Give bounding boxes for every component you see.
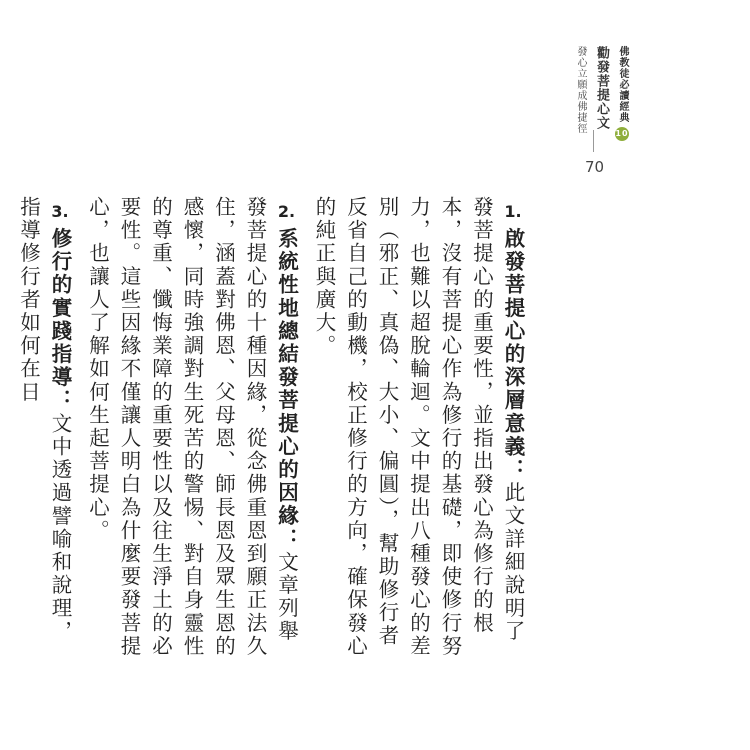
section-1 xyxy=(308,196,529,666)
running-header xyxy=(573,46,630,141)
series-number-badge: 10 xyxy=(615,127,629,141)
section-number: 3. xyxy=(51,202,69,221)
series-title xyxy=(615,46,630,141)
section-heading: 修行的實踐指導： xyxy=(48,227,72,413)
section-number: 2. xyxy=(277,202,296,221)
header-divider xyxy=(593,130,594,152)
section-text: 此文詳細說明了發菩提心的重要性，並指出發心為修行的根本，沒有菩提心作為修行的基礎，即使修行努力，也難以超脫輪迴。文中提出八種發心的差別（邪正、真偽、大小、偏圓），幫助修行者反省自己的動機，校正修行的方向，確保發心的純正與廣大。 xyxy=(312,196,525,658)
section-text: 文中透過譬喻和說理，指導修行者如何在日 xyxy=(16,196,72,644)
section-heading: 啟發菩提心的深層意義： xyxy=(501,227,525,482)
series-name: 佛教徒必讀經典 xyxy=(617,46,628,123)
body-text xyxy=(12,196,528,666)
book-title: 勸發菩提心文 xyxy=(594,46,609,130)
section-number: 1. xyxy=(504,202,522,221)
section-text: 文章列舉發菩提心的十種因緣，從念佛重恩到願正法久住，涵蓋對佛恩、父母恩、師長恩及眾生恩的感懷，同時強調對生死苦的警惕、對自身靈性的尊重、懺悔業障的重要性以及往生淨土的必要性。這些因緣不僅讓人明白為什麼要發菩提心，也讓人了解如何生起菩提心。 xyxy=(85,196,299,658)
page-number: 70 xyxy=(585,158,605,176)
section-3 xyxy=(12,196,75,666)
book-subtitle: 發心立願成佛捷徑 xyxy=(575,46,586,134)
section-2 xyxy=(81,196,302,666)
section-heading: 系統性地總結發菩提心的因緣： xyxy=(274,227,299,551)
